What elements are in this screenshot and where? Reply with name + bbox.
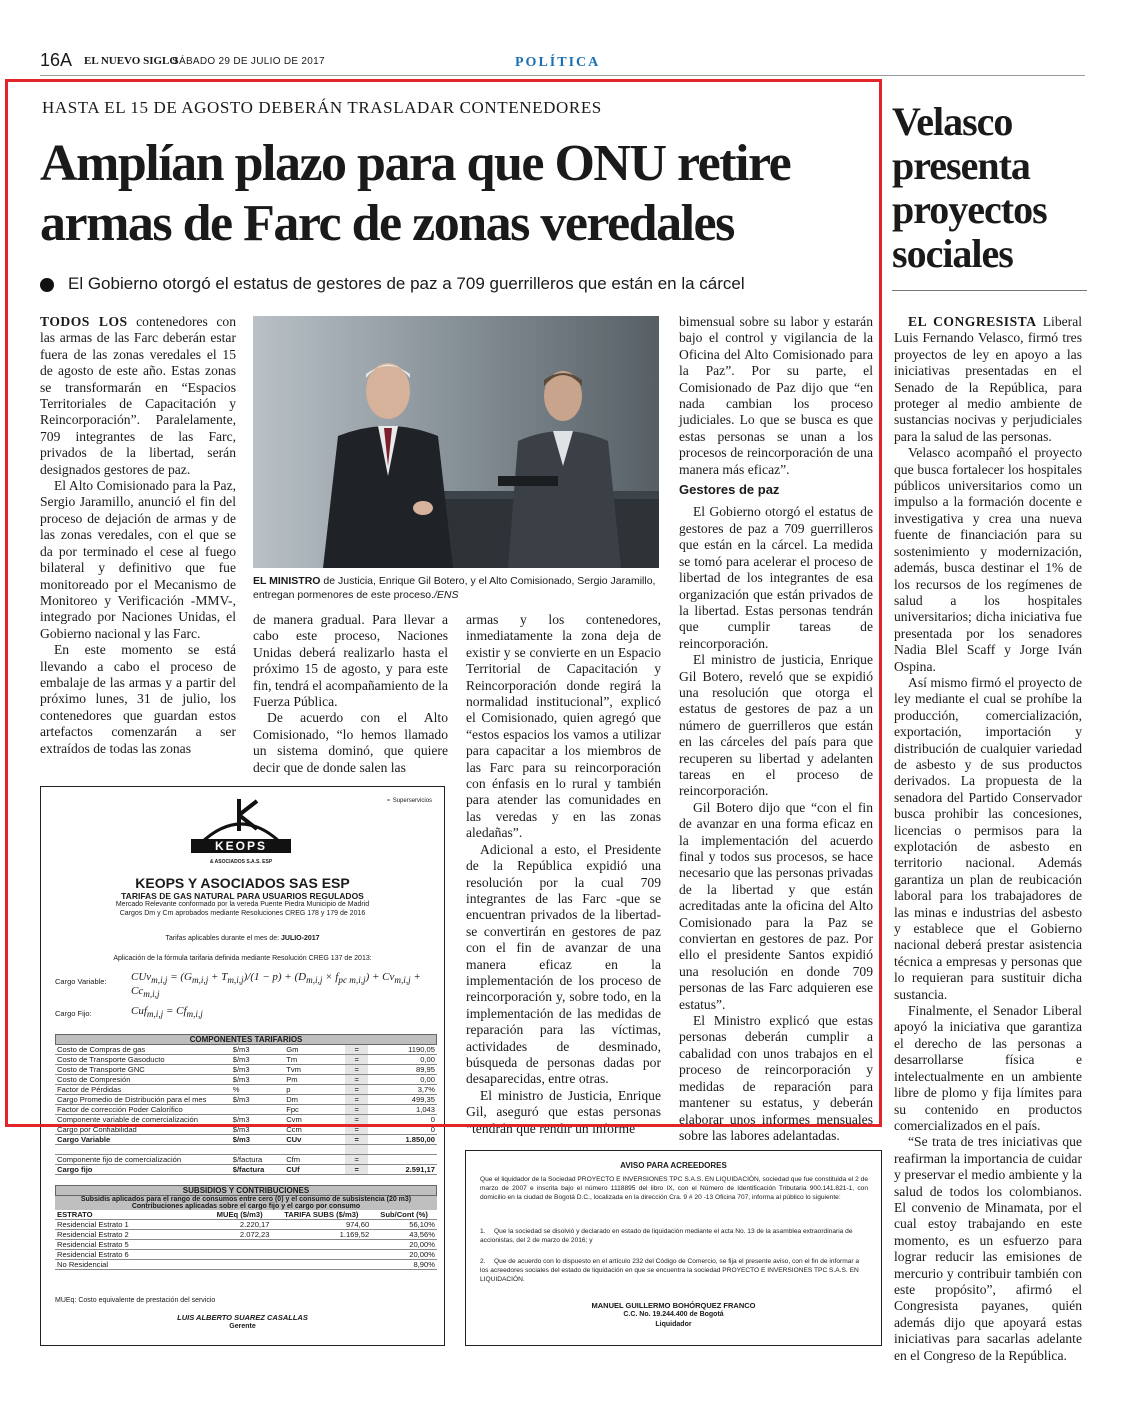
signer-name: LUIS ALBERTO SUAREZ CASALLAS xyxy=(177,1313,308,1322)
subsidies-table xyxy=(55,1185,437,1270)
table-cell: Cargo Variable xyxy=(55,1135,231,1145)
table-cell: Gm xyxy=(284,1045,345,1055)
table-cell: $/m3 xyxy=(231,1075,284,1085)
header-divider xyxy=(40,75,1085,76)
table-row xyxy=(55,1145,437,1155)
components-header: COMPONENTES TARIFARIOS xyxy=(55,1034,437,1045)
ad-line: Cargos Dm y Cm aprobados mediante Resoluciones CREG 178 y 179 de 2016 xyxy=(119,910,366,917)
paragraph: TODOS LOS contenedores con las armas de las Farc deberán estar fuera de las zonas veredales el 15 de agosto de este año. Estas zonas se transformarán en “Espacios Territoriales de Capacitación y Reincorporación”. Paralelamente, 709 integrantes de las Farc, privados de la libertad, serán designados gestores de paz. xyxy=(40,314,237,477)
ad-footnote: MUEq: Costo equivalente de prestación del servicio xyxy=(55,1297,216,1304)
table-cell: Componente variable de comercialización xyxy=(55,1115,231,1125)
notice-item-1: 1. Que la sociedad se disolvió y declarado en estado de liquidación mediante el acta No. 13 de la asamblea extraordinaria de accionistas, del 2 de marzo de 2016; y xyxy=(480,1228,853,1244)
table-cell: = xyxy=(345,1095,368,1105)
side-article-headline: Velasco presenta proyectos sociales xyxy=(892,99,1047,276)
table-cell: Costo de Compresión xyxy=(55,1075,231,1085)
table-cell: 20,00% xyxy=(371,1240,437,1250)
table-cell: = xyxy=(345,1055,368,1065)
table-cell: = xyxy=(345,1105,368,1115)
column-header: TARIFA SUBS ($/m3) xyxy=(271,1210,371,1220)
table-cell: Factor de corrección Poder Calorífico xyxy=(55,1105,231,1115)
table-cell: 0,00 xyxy=(368,1055,437,1065)
table-cell: Residencial Estrato 6 xyxy=(55,1250,208,1260)
cargo-fijo-label: Cargo Fijo: xyxy=(55,1009,92,1018)
table-cell: Ccm xyxy=(284,1125,345,1135)
table-cell: = xyxy=(345,1155,368,1165)
table-cell: 1,043 xyxy=(368,1105,437,1115)
table-cell: = xyxy=(345,1065,368,1075)
table-cell: 20,00% xyxy=(371,1250,437,1260)
table-row xyxy=(55,1260,437,1270)
cargo-fijo-formula: $Cuf_{m,i,j} = Cf_{m,i,j}$ xyxy=(131,1005,203,1020)
article-kicker: HASTA EL 15 DE AGOSTO DEBERÁN TRASLADAR CONTENEDORES xyxy=(42,98,602,117)
ad-subtitle: TARIFAS DE GAS NATURAL PARA USUARIOS REGULADOS xyxy=(121,891,364,901)
paragraph: Velasco acompañó el proyecto que busca fortalecer los hospitales públicos universitarios como un impulso a la formación docente e investigativa y crea una nueva fuente de financiación para su sostenimiento y modernización, además, busca destinar el 1% de los recursos de los regímenes de salud a los hospitales universitarios; dicha iniciativa fue presentada por los senadores Nadia Blel Scaff y Jorge Iván Ospina. xyxy=(894,445,1082,674)
formula-note: Aplicación de la fórmula tarifaria definida mediante Resolución CREG 137 de 2013: xyxy=(113,955,372,962)
table-row xyxy=(55,1135,437,1145)
table-cell: 1.850,00 xyxy=(368,1135,437,1145)
paragraph: El Gobierno otorgó el estatus de gestores de paz a 709 guerrilleros que están en la cárcel. La medida se tomó para acelerar el proceso de libertad de los integrantes de esa organización que están privados de la libertad. Estas personas tendrán que cumplir tareas de reincorporación. xyxy=(679,504,873,651)
table-cell: 1190,05 xyxy=(368,1045,437,1055)
notice-signer-id: C.C. No. 19.244.400 de Bogotá xyxy=(623,1311,724,1318)
notice-signer-role: Liquidador xyxy=(655,1321,692,1328)
table-cell: p xyxy=(284,1085,345,1095)
table-cell xyxy=(368,1145,437,1155)
table-cell xyxy=(368,1155,437,1165)
table-cell xyxy=(231,1145,284,1155)
notice-body: Que el liquidador de la Sociedad PROYECTO E INVERSIONES TPC S.A.S. EN LIQUIDACIÓN, sociedad que fue constituida el 2 de marzo de 2007 e inscrita bajo el número 1118895 del libro IX, con el Número de Identificación Tributaria 900.141.821-1, con domicilio en la ciudad de Bogotá D.C., localizada en la dirección Cra. 9 # 20 -13 Oficina 707, informa al público lo siguiente: xyxy=(480,1176,868,1201)
logo-subtitle: & ASOCIADOS S.A.S. ESP xyxy=(209,859,273,865)
table-cell xyxy=(284,1145,345,1155)
table-cell: 89,95 xyxy=(368,1065,437,1075)
ad-title: KEOPS Y ASOCIADOS SAS ESP xyxy=(135,875,350,891)
paragraph: “Se trata de tres iniciativas que reafirman la importancia de cuidar y preservar el medio ambiente y la salud de todos los colombianos. El convenio de Minamata, por el cual estoy trabajando en este momento, es un esfuerzo para lograr reducir las emisiones de mercurio y contribuir también con este propósito”, afirmó el Congresista payanes, quién además dijo que apoyará estas iniciativas para sacarlas adelante en el Congreso de la República. xyxy=(894,1134,1082,1363)
subsidies-header: SUBSIDIOS Y CONTRIBUCIONES xyxy=(55,1185,437,1196)
table-cell: Costo de Transporte Gasoducto xyxy=(55,1055,231,1065)
tariff-month: Tarifas aplicables durante el mes de: JULIO-2017 xyxy=(165,935,320,942)
side-divider xyxy=(892,290,1087,291)
paragraph: En este momento se está llevando a cabo el proceso de embalaje de las armas y a partir del próximo lunes, 31 de julio, los contenedores que guardan estos artefactos comenzarán a ser extraídos de todas las zonas xyxy=(40,642,236,756)
table-cell: 3,7% xyxy=(368,1085,437,1095)
table-cell xyxy=(271,1260,371,1270)
table-row xyxy=(55,1155,437,1165)
superservicios-logo: ⚬ Superservicios xyxy=(386,798,433,804)
subheading: Gestores de paz xyxy=(679,482,780,498)
table-cell: 1.169,52 xyxy=(271,1230,371,1240)
paragraph: El ministro de justicia, Enrique Gil Botero, reveló que se expidió una resolución que otorga el estatus de gestores de paz a un número de guerrilleros que están en las cárceles del país para que recuperen su libertad y adelanten tareas en el proceso de reincorporación. xyxy=(679,652,873,799)
photo-credit: /ENS xyxy=(433,589,459,601)
table-cell: = xyxy=(345,1075,368,1085)
table-cell: $/m3 xyxy=(231,1115,284,1125)
table-row xyxy=(55,1250,437,1260)
column-header: ESTRATO xyxy=(55,1210,208,1220)
table-cell xyxy=(345,1145,368,1155)
table-row xyxy=(55,1220,437,1230)
table-cell: No Residencial xyxy=(55,1260,208,1270)
summary-text: El Gobierno otorgó el estatus de gestores de paz a 709 guerrilleros que están en la cárcel xyxy=(68,274,745,293)
column-header: Sub/Cont (%) xyxy=(371,1210,437,1220)
table-cell: $/m3 xyxy=(231,1125,284,1135)
paragraph: Finalmente, el Senador Liberal apoyó la iniciativa que garantiza el derecho de las personas a desarrollarse física e intelectualmente en un ambiente libre de plomo y fija límites para su contenido en productos comercializados en el país. xyxy=(894,1003,1082,1133)
table-cell: $/m3 xyxy=(231,1095,284,1105)
ad-line: Mercado Relevante conformado por la vereda Puente Piedra Municipio de Madrid xyxy=(115,901,370,908)
table-cell: = xyxy=(345,1165,368,1175)
table-cell: Cargo Promedio de Distribución para el mes xyxy=(55,1095,231,1105)
table-cell: Cfm xyxy=(284,1155,345,1165)
notice-signer: MANUEL GUILLERMO BOHÓRQUEZ FRANCO xyxy=(591,1301,756,1310)
table-row xyxy=(55,1240,437,1250)
table-cell: $/factura xyxy=(231,1165,284,1175)
paragraph: Adicional a esto, el Presidente de la República expidió una resolución por la cual 709 integrantes de las Farc -que se encuentran privados de la libertad- se convertirán en gestores de paz con el fin de avanzar de una manera eficaz en la implementación de los proceso de reincorporación y, sobre todo, en la implementación de las medidas de reparación para las víctimas, actividades de desminado, búsqueda de personas dadas por desaparecidas, entre otras. xyxy=(466,841,661,1087)
table-cell: Residencial Estrato 1 xyxy=(55,1220,208,1230)
paragraph: Así mismo firmó el proyecto de ley mediante el cual se prohíbe la producción, comercialización, exportación, importación y distribución de cualquier variedad de asbesto y de sus productos derivados. La propuesta de la senadora del Partido Conservador busca prohibir las concesiones, licencias o permisos para la explotación de asbesto en territorio nacional. Además garantiza un plan de reubicación laboral para los trabajadores de las minas e industrias del asbesto y establece que el Gobierno nacional deberá prestar asistencia técnica a empresas y personas que lo requieran para sustituir dicha sustancia. xyxy=(894,674,1082,1002)
table-cell: 8,90% xyxy=(371,1260,437,1270)
paragraph: De acuerdo con el Alto Comisionado, “lo hemos llamado un sistema dominó, que quiere decir que de donde salen las xyxy=(253,710,448,775)
table-cell: 499,35 xyxy=(368,1095,437,1105)
table-row xyxy=(55,1165,437,1175)
table-cell: Costo de Compras de gas xyxy=(55,1045,231,1055)
cargo-variable-formula: $CUv_{m,i,j} = (G_{m,i,j} + T_{m,i,j})/(1 - p) + (D_{m,i,j} \times f_{pc m,i,j}) + Cv_{m,i,j} + Cc_{m,i,j}$ xyxy=(131,971,421,1000)
table-cell: $/factura xyxy=(231,1155,284,1165)
table-cell: Factor de Pérdidas xyxy=(55,1085,231,1095)
table-cell: 2.072,23 xyxy=(208,1230,272,1240)
side-article-body xyxy=(894,314,1082,1364)
table-cell: Pm xyxy=(284,1075,345,1085)
paragraph: de manera gradual. Para llevar a cabo este proceso, Naciones Unidas deberá realizarlo hasta el próximo 15 de agosto, y para este fin, tendrá el acompañamiento de la Fuerza Pública. xyxy=(253,612,448,710)
column-header: MUEq ($/m3) xyxy=(208,1210,272,1220)
table-cell: 0,00 xyxy=(368,1075,437,1085)
table-cell: $/m3 xyxy=(231,1065,284,1075)
table-cell: Residencial Estrato 5 xyxy=(55,1240,208,1250)
subsidies-note: Subsidis aplicados para el rango de consumos entre cero (0) y el consumo de subsistencia (20 m3) xyxy=(55,1196,437,1203)
paragraph: Gil Botero dijo que “con el fin de avanzar en una forma eficaz en la implementación del acuerdo final y todos sus procesos, se hace necesario que las personas privadas de la libertad y que están acreditadas ante la oficina del Alto Comisionado para la Paz se conviertan en gestores de paz. Por ello el presidente Santos expidió una resolución en donde 709 personas de las Farc adquieren ese estatus”. xyxy=(679,799,873,1012)
table-row xyxy=(55,1230,437,1240)
logo-text: KEOPS xyxy=(214,839,267,853)
table-cell: 2.591,17 xyxy=(368,1165,437,1175)
table-cell: 0 xyxy=(368,1125,437,1135)
paragraph: El ministro de Justicia, Enrique Gil, aseguró que estas personas “tendrán que rendir un informe xyxy=(466,1087,661,1136)
subsidies-note: Contribuciones aplicadas sobre el cargo fijo y el cargo por consumo xyxy=(55,1203,437,1210)
table-cell: = xyxy=(345,1085,368,1095)
table-cell xyxy=(271,1250,371,1260)
table-cell xyxy=(208,1250,272,1260)
page-number: 16A xyxy=(40,50,73,70)
article-headline: Amplían plazo para que ONU retire armas de Farc de zonas veredales xyxy=(40,135,791,252)
paragraph: armas y los contenedores, inmediatamente la zona deja de existir y se convierte en un Espacio Territorial de Capacitación y Reincorporación donde regirá la normalidad institucional”, explicó el Comisionado, quien agregó que “estos espacios los vamos a utilizar para capacitar a los miembros de las Farc para su reincorporación con énfasis en lo rural y también para atender las comunidades en las veredas y en las zonas aledañas”. xyxy=(466,612,661,841)
table-cell: Costo de Transporte GNC xyxy=(55,1065,231,1075)
table-cell: = xyxy=(345,1045,368,1055)
table-cell: $/m3 xyxy=(231,1045,284,1055)
table-cell: Cvm xyxy=(284,1115,345,1125)
table-cell: Residencial Estrato 2 xyxy=(55,1230,208,1240)
lead-words: TODOS LOS xyxy=(40,314,128,329)
cargo-variable-label: Cargo Variable: xyxy=(55,977,107,986)
table-cell: Tvm xyxy=(284,1065,345,1075)
table-cell xyxy=(55,1145,231,1155)
table-cell: 0 xyxy=(368,1115,437,1125)
table-cell: $/m3 xyxy=(231,1055,284,1065)
table-cell xyxy=(208,1240,272,1250)
table-cell: $/m3 xyxy=(231,1135,284,1145)
highlight-frame xyxy=(5,79,882,1127)
paragraph: El Ministro explicó que estas personas deberán cumplir a cabalidad con unos trabajos en el proceso de reincorporación y medidas de reparación para mantener su estatus, y deberán elaborar unos informes mensuales sobre las labores adelantadas. xyxy=(679,1013,873,1143)
paragraph: bimensual sobre su labor y estarán bajo el control y vigilancia de la Oficina del Alto Comisionado para la Paz”. Por su parte, el Comisionado de Paz dijo que “en nada cambian los proceso judiciales. Lo que se busca es que estas personas se unan a los procesos de reincorporación de una manera más eficaz”. xyxy=(679,314,873,477)
table-cell: = xyxy=(345,1135,368,1145)
table-cell: Fpc xyxy=(284,1105,345,1115)
table-cell: 2.220,17 xyxy=(208,1220,272,1230)
table-cell: CUf xyxy=(284,1165,345,1175)
table-cell: Dm xyxy=(284,1095,345,1105)
newspaper-name: EL NUEVO SIGLO xyxy=(84,55,178,67)
signer-role: Gerente xyxy=(229,1323,256,1330)
notice-item-2: 2. Que de acuerdo con lo dispuesto en el artículo 232 del Código de Comercio, se fija el presente aviso, con el fin de informar a los acreedores sociales del estado de liquidación en que se encuentra la sociedad PROYECTO E INVERSIONES TPC S.A.S. EN LIQUIDACIÓN. xyxy=(480,1258,860,1283)
photo-caption: EL MINISTRO de Justicia, Enrique Gil Botero, y el Alto Comisionado, Sergio Jaramillo, entregan pormenores de este proceso./ENS xyxy=(253,575,656,601)
table-cell: = xyxy=(345,1115,368,1125)
table-cell: CUv xyxy=(284,1135,345,1145)
notice-title: AVISO PARA ACREEDORES xyxy=(620,1161,727,1170)
table-cell: 56,10% xyxy=(371,1220,437,1230)
paragraph: El Alto Comisionado para la Paz, Sergio Jaramillo, anunció el fin del proceso de dejación de armas y de las zonas veredales, con el que se da por terminado el cese al fuego bilateral y definitivo que fue monitoreado por el Mecanismo de Monitoreo y Verificación -MMV-, integrado por Naciones Unidas, el Gobierno nacional y las Farc. xyxy=(40,478,236,641)
table-header-row xyxy=(55,1210,437,1220)
table-cell: 974,60 xyxy=(271,1220,371,1230)
table-cell: % xyxy=(231,1085,284,1095)
creditors-notice-ad xyxy=(465,1150,882,1346)
table-cell: = xyxy=(345,1125,368,1135)
superservicios-icon: ⚬ xyxy=(386,798,392,804)
table-cell: Componente fijo de comercialización xyxy=(55,1155,231,1165)
lead-words: EL CONGRESISTA xyxy=(908,314,1037,329)
table-cell: Cargo por Confiabilidad xyxy=(55,1125,231,1135)
caption-lead: EL MINISTRO xyxy=(253,575,321,587)
issue-date: SÁBADO 29 DE JULIO DE 2017 xyxy=(172,56,325,67)
table-cell xyxy=(271,1240,371,1250)
table-cell: Tm xyxy=(284,1055,345,1065)
subsidies-rows xyxy=(55,1210,437,1270)
table-cell: 43,56% xyxy=(371,1230,437,1240)
section-title: POLÍTICA xyxy=(515,55,601,70)
paragraph: EL CONGRESISTA Liberal Luis Fernando Velasco, firmó tres proyectos de ley en apoyo a las iniciativas presentadas en el Senado de la República, para proteger al medio ambiente de sustancias nocivas y perjudiciales para la salud de las personas. xyxy=(894,314,1082,444)
table-cell: Cargo fijo xyxy=(55,1165,231,1175)
table-cell xyxy=(208,1260,272,1270)
